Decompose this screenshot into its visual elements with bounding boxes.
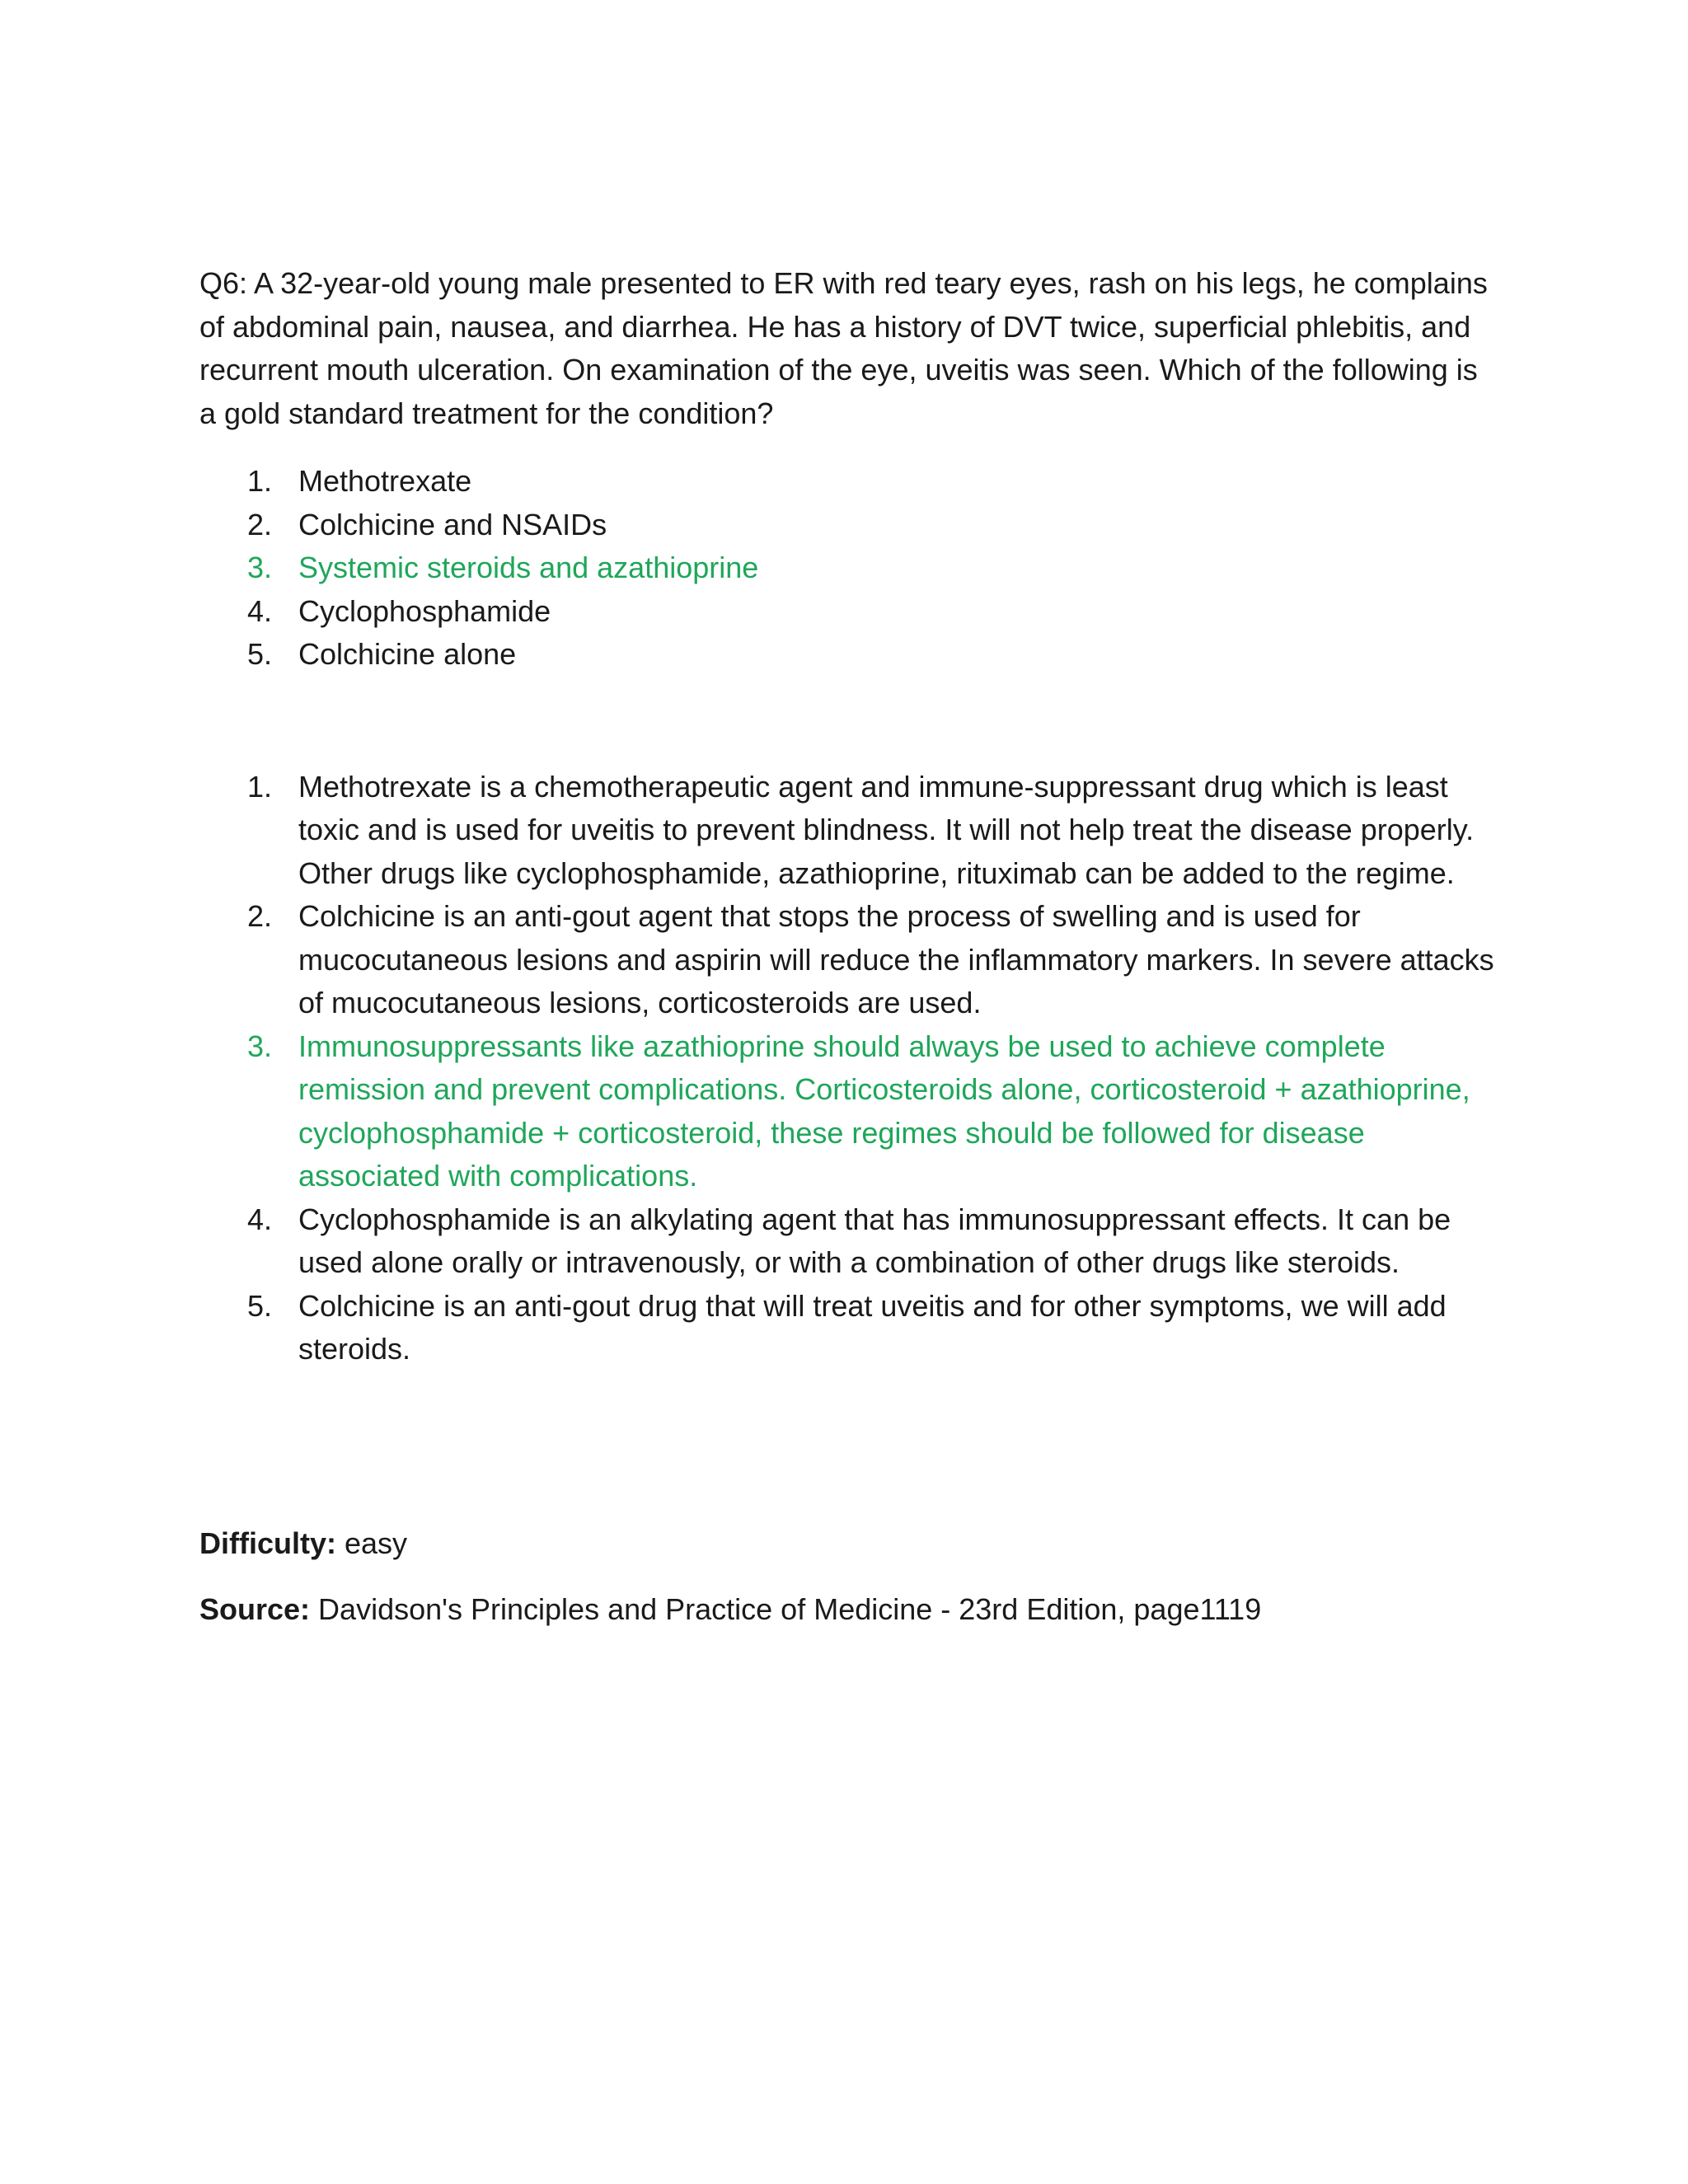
option-text: Colchicine and NSAIDs — [298, 507, 607, 541]
explanation-item — [199, 1198, 1502, 1285]
source-label: Source: — [199, 1591, 311, 1626]
option-item — [199, 633, 1502, 677]
option-number: 1. — [247, 464, 273, 498]
option-item — [199, 460, 1502, 504]
explanation-text: Colchicine is an anti-gout agent that stops the process of swelling and is used for mucocutaneous lesions and aspirin will reduce the inflammatory markers. In severe attacks of mucocutaneous lesions, corticosteroids are used. — [298, 899, 1494, 1019]
answer-options — [199, 460, 1502, 677]
option-text: Cyclophosphamide — [298, 593, 551, 628]
explanation-number: 1. — [247, 769, 273, 804]
option-text: Colchicine alone — [298, 637, 517, 671]
source-value: Davidson's Principles and Practice of Medicine - 23rd Edition, page1119 — [310, 1591, 1262, 1626]
option-item — [199, 504, 1502, 547]
explanation-number: 2. — [247, 899, 273, 933]
explanation-text: Methotrexate is a chemotherapeutic agent and immune-suppressant drug which is least toxic and is used for uveitis to prevent blindness. It will not help treat the disease properly. Other drugs like cyclophosphamide, azathioprine, rituximab can be added to the regime. — [298, 769, 1475, 890]
source-line — [199, 1588, 1502, 1631]
explanation-text: Cyclophosphamide is an alkylating agent that has immunosuppressant effects. It can be used alone orally or intravenously, or with a combination of other drugs like steroids. — [298, 1202, 1451, 1279]
explanation-item-correct — [199, 1025, 1502, 1198]
option-text: Systemic steroids and azathioprine — [298, 551, 759, 584]
option-item — [199, 590, 1502, 634]
option-number: 4. — [247, 593, 273, 628]
difficulty-value: easy — [336, 1526, 408, 1560]
document-page — [199, 262, 1502, 1631]
explanation-item — [199, 895, 1502, 1025]
option-number: 3. — [247, 551, 273, 584]
explanation-text: Immunosuppressants like azathioprine should always be used to achieve complete remission and prevent complications. Corticosteroids alone, corticosteroid + azathioprine, cyclophosphamide + corticosteroid, these regimes should be followed for disease associated with complications. — [298, 1029, 1470, 1193]
option-number: 5. — [247, 637, 273, 671]
explanation-number: 3. — [247, 1029, 273, 1063]
explanation-number: 5. — [247, 1288, 273, 1323]
option-item-correct — [199, 546, 1502, 590]
explanation-item — [199, 766, 1502, 896]
difficulty-label: Difficulty: — [199, 1526, 336, 1560]
explanation-item — [199, 1285, 1502, 1371]
option-number: 2. — [247, 507, 273, 541]
explanation-list — [199, 766, 1502, 1371]
option-text: Methotrexate — [298, 464, 472, 498]
difficulty-line — [199, 1522, 1502, 1565]
explanation-number: 4. — [247, 1202, 273, 1236]
question-text: Q6: A 32-year-old young male presented to ER with red teary eyes, rash on his legs, he complains of abdominal pain, nausea, and diarrhea. He has a history of DVT twice, superficial phlebitis, and recurrent mouth ulceration. On examination of the eye, uveitis was seen. Which of the following is a gold standard treatment for the condition? — [199, 266, 1488, 430]
explanation-text: Colchicine is an anti-gout drug that will treat uveitis and for other symptoms, we will add steroids. — [298, 1288, 1447, 1366]
